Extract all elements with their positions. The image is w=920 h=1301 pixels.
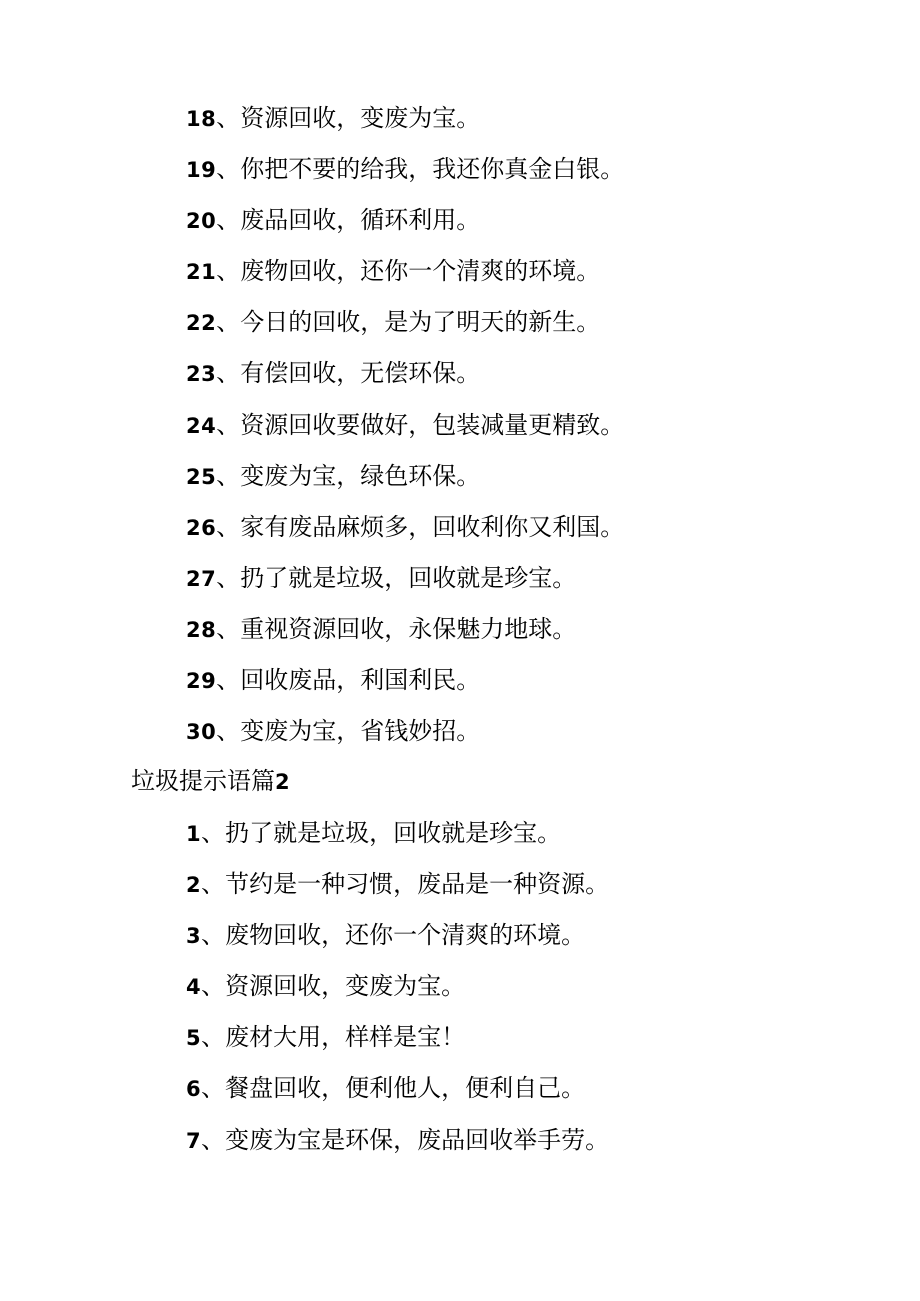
item-text: 变废为宝，绿色环保。 [240,461,481,490]
item-text: 扔了就是垃圾，回收就是珍宝。 [225,819,562,847]
item-number: 3 [186,924,202,949]
item-text: 扔了就是垃圾，回收就是珍宝。 [240,563,577,592]
list-item [0,914,920,965]
list-item [0,1119,920,1170]
item-number: 5 [186,1026,202,1051]
item-separator: 、 [201,1074,226,1103]
item-separator: 、 [216,461,241,490]
list-item [0,199,920,250]
item-text: 废品回收，循环利用。 [240,206,481,235]
list-item [0,965,920,1016]
list-item [0,710,920,761]
item-text: 今日的回收，是为了明天的新生。 [240,308,601,337]
item-number: 23 [186,362,217,387]
item-separator: 、 [216,717,241,746]
item-text: 家有废品麻烦多，回收利你又利国。 [240,512,625,541]
item-separator: 、 [216,155,241,184]
section-heading-text: 垃圾提示语篇 [131,767,275,795]
item-text: 资源回收，变废为宝。 [240,104,481,132]
list-item [0,608,920,659]
item-separator: 、 [201,921,226,950]
item-number: 24 [186,413,217,438]
item-text: 废材大用，样样是宝！ [225,1023,466,1052]
list-item [0,557,920,608]
item-number: 7 [186,1128,202,1153]
list-item [0,404,920,455]
item-separator: 、 [216,308,241,337]
item-text: 你把不要的给我，我还你真金白银。 [240,155,625,184]
item-separator: 、 [216,104,241,132]
item-text: 变废为宝，省钱妙招。 [240,717,481,746]
list-item [0,1067,920,1118]
item-text: 资源回收，变废为宝。 [225,972,466,1001]
item-separator: 、 [216,359,241,388]
item-number: 1 [186,822,202,846]
item-separator: 、 [201,870,226,899]
item-separator: 、 [216,410,241,439]
item-separator: 、 [216,666,241,695]
item-number: 6 [186,1077,202,1102]
item-text: 废物回收，还你一个清爽的环境。 [225,921,586,950]
item-separator: 、 [201,1125,226,1154]
item-number: 27 [186,566,217,591]
item-separator: 、 [216,257,241,286]
section-heading [131,760,290,803]
item-separator: 、 [201,819,226,847]
item-text: 废物回收，还你一个清爽的环境。 [240,257,601,286]
list-item [0,301,920,352]
slogan-list-2 [0,812,920,1170]
item-number: 2 [186,873,202,898]
item-text: 节约是一种习惯，废品是一种资源。 [225,870,610,899]
list-item [0,148,920,199]
item-number: 28 [186,617,217,642]
item-number: 21 [186,260,217,285]
list-item [0,863,920,914]
list-item [0,506,920,557]
list-item [0,812,920,863]
item-number: 25 [186,464,217,489]
item-text: 重视资源回收，永保魅力地球。 [240,614,577,643]
slogan-list-1 [0,97,920,761]
item-text: 回收废品，利国利民。 [240,666,481,695]
list-item [0,455,920,506]
item-number: 20 [186,209,217,234]
item-separator: 、 [201,1023,226,1052]
section-heading-number: 2 [275,770,290,794]
list-item [0,250,920,301]
item-number: 26 [186,515,217,540]
item-separator: 、 [201,972,226,1001]
list-item [0,97,920,148]
item-number: 29 [186,669,217,694]
list-item [0,352,920,403]
list-item [0,1016,920,1067]
item-separator: 、 [216,206,241,235]
item-separator: 、 [216,614,241,643]
item-text: 餐盘回收，便利他人，便利自己。 [225,1074,586,1103]
item-number: 19 [186,158,217,183]
item-text: 变废为宝是环保，废品回收举手劳。 [225,1125,610,1154]
item-number: 22 [186,311,217,336]
list-item [0,659,920,710]
item-number: 4 [186,975,202,1000]
item-text: 有偿回收，无偿环保。 [240,359,481,388]
item-separator: 、 [216,512,241,541]
item-number: 30 [186,720,217,745]
item-separator: 、 [216,563,241,592]
item-number: 18 [186,107,217,131]
item-text: 资源回收要做好，包装减量更精致。 [240,410,625,439]
